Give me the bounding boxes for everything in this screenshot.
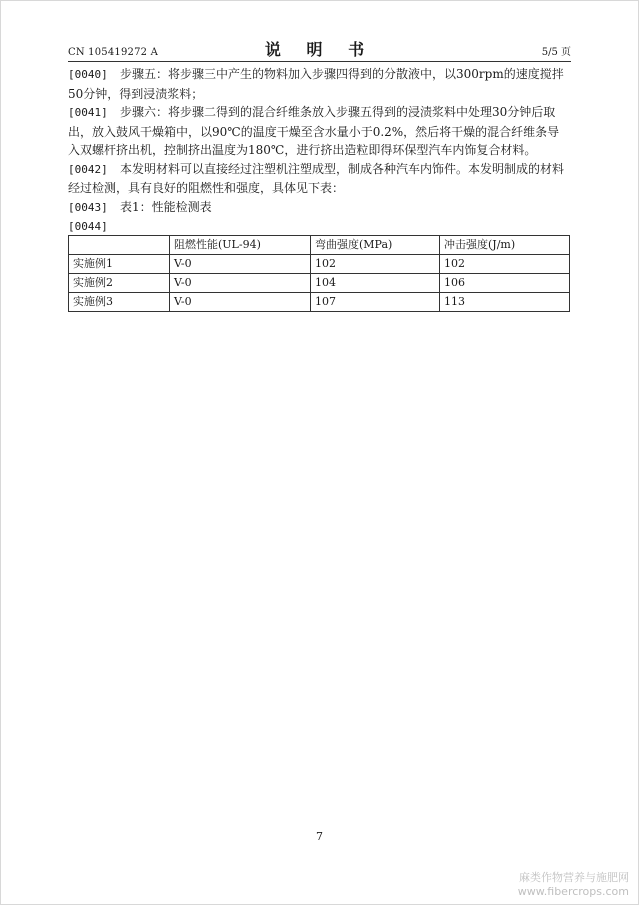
table-row [69,255,570,274]
paragraph-number: [0043] [68,200,108,214]
paragraph-0040 [68,65,570,103]
table-cell: 113 [440,293,570,312]
watermark-site-name: 麻类作物营养与施肥网 [519,871,629,884]
table-cell: 104 [311,274,440,293]
page-number: 7 [316,830,323,843]
table-cell: 实施例1 [69,255,170,274]
table-header-row [69,236,570,255]
table-header-cell: 弯曲强度(MPa) [311,236,440,255]
table-cell: V-0 [170,255,311,274]
paragraph-number: [0041] [68,106,108,119]
page-info: 5/5 页 [541,47,571,58]
paragraph-text: 本发明材料可以直接经过注塑机注塑成型，制成各种汽车内饰件。本发明制成的材料经过检测，具有良好的阻燃性和强度，具体见下表： [68,161,565,195]
paragraph-text: 步骤五：将步骤三中产生的物料加入步骤四得到的分散液中，以300rpm的速度搅拌50分钟，得到浸渍浆料； [68,67,564,101]
watermark-url: www.fibercrops.com [517,885,629,898]
table-caption: 表1：性能检测表 [120,199,212,214]
table-row [69,274,570,293]
table-cell: 102 [440,255,570,274]
paragraph-0043 [68,198,570,218]
header-rule [68,61,571,62]
table-cell: 实施例3 [69,293,170,312]
document-body [68,65,570,237]
page-header [68,34,571,62]
watermark [518,871,629,899]
table-cell: 107 [311,293,440,312]
table-header-cell: 冲击强度(J/m) [440,236,570,255]
paragraph-0042 [68,160,570,198]
table-cell: 102 [311,255,440,274]
table-cell: V-0 [170,274,311,293]
table-cell: V-0 [170,293,311,312]
patent-number: CN 105419272 A [68,47,159,58]
table-cell: 实施例2 [69,274,170,293]
table-row [69,293,570,312]
paragraph-number: [0042] [68,162,108,176]
document-title: 说 明 书 [264,40,375,59]
paragraph-number: [0040] [68,68,108,81]
paragraph-0041 [68,103,570,160]
table-header-cell [69,236,170,255]
paragraph-text: 步骤六：将步骤二得到的混合纤维条放入步骤五得到的浸渍浆料中处理30分钟后取出，放入鼓风干燥箱中，以90℃的温度干燥至含水量小于0.2%，然后将干燥的混合纤维条导入双螺杆挤出机，控制挤出温度为180℃，进行挤出造粒即得环保型汽车内饰复合材料。 [68,105,560,157]
performance-table [68,235,570,312]
table-cell: 106 [440,274,570,293]
paragraph-0044 [68,217,570,237]
paragraph-number: [0044] [68,220,108,233]
table-header-cell: 阻燃性能(UL-94) [170,236,311,255]
